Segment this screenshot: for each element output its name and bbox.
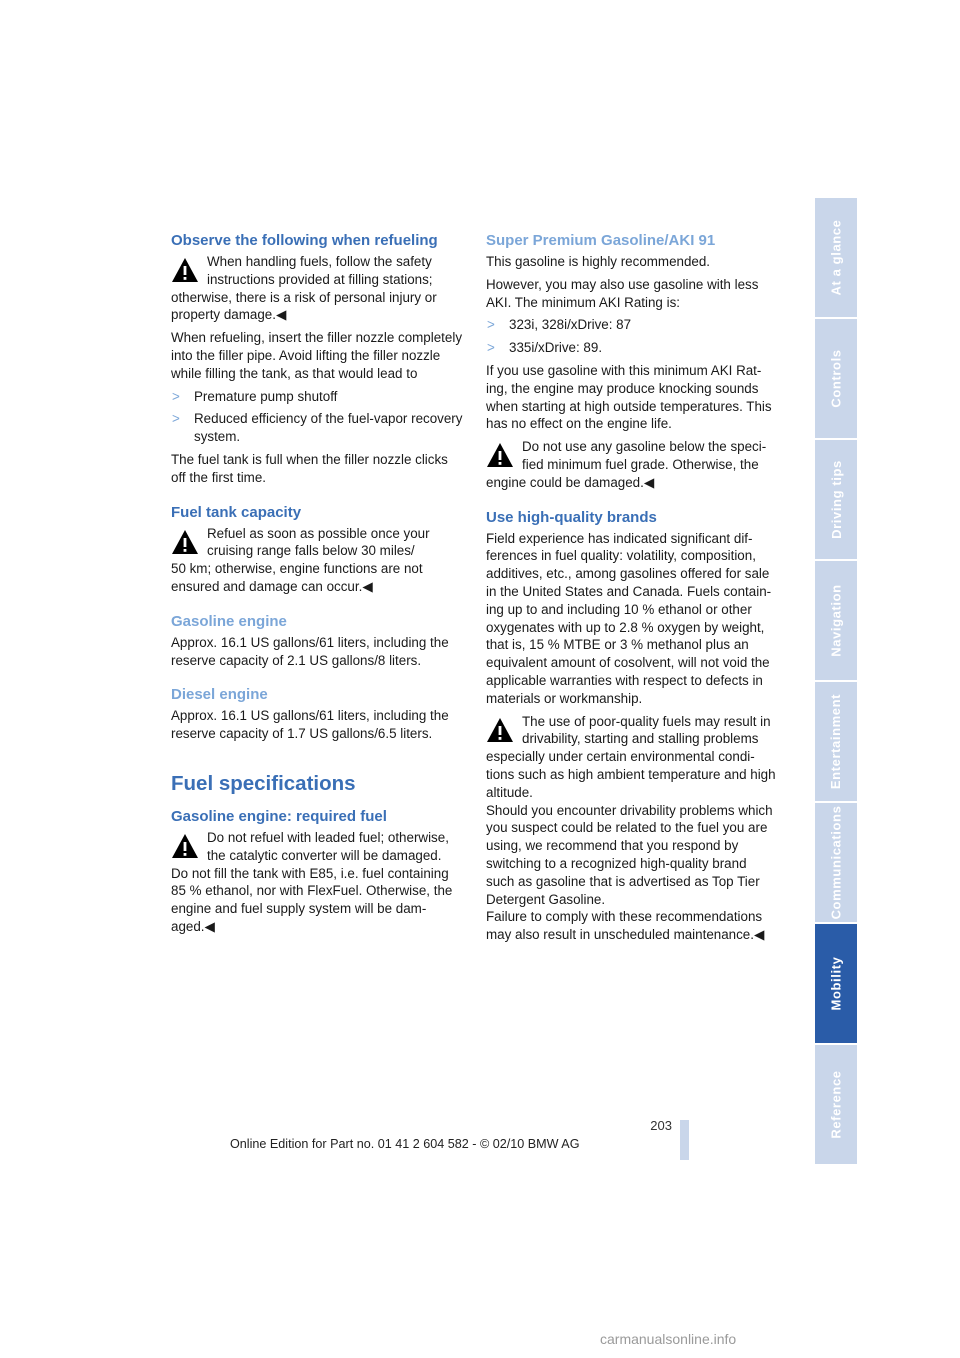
heading-high-quality-brands: Use high-quality brands [486, 508, 657, 526]
warning-line: Do not refuel with leaded fuel; otherwise, [207, 829, 449, 845]
bullet-marker: > [487, 340, 495, 356]
left-column [171, 228, 463, 941]
warning-below-minimum [486, 438, 778, 491]
heading-gasoline-engine: Gasoline engine [171, 612, 287, 630]
list-item: > 335i/xDrive: 89. [487, 340, 603, 356]
warning-line: cruising range falls below 30 miles/ [207, 543, 415, 559]
paragraph-minimum-aki: However, you may also use gasoline with less AKI. The minimum AKI Rating is: [486, 276, 759, 310]
warning-line: The use of poor-quality fuels may result in [522, 713, 771, 729]
warning-triangle-icon [486, 441, 514, 469]
warning-refueling [171, 253, 463, 324]
tab-driving-tips[interactable]: Driving tips [815, 440, 857, 559]
page-number: 203 [650, 1118, 672, 1133]
list-refueling [171, 388, 463, 446]
warning-line: Do not fill the tank with E85, i.e. fuel containing 85 % ethanol, nor with FlexFuel. Otherwise, the engine and fuel supply system will be damaged.◀ [171, 865, 453, 934]
warning-line: When handling fuels, follow the safety [207, 254, 432, 269]
bullet-marker: > [172, 411, 180, 427]
heading-refueling: Observe the following when refueling [171, 232, 438, 249]
bullet-marker: > [172, 388, 180, 404]
warning-capacity [171, 525, 463, 596]
page-number-bar [680, 1120, 689, 1160]
heading-super-premium: Super Premium Gasoline/AKI 91 [486, 232, 716, 249]
heading-required-fuel: Gasoline engine: required fuel [171, 807, 387, 825]
paragraph-diesel-capacity: Approx. 16.1 US gallons/61 liters, including the reserve capacity of 1.7 US gallons/6.5 liters. [171, 708, 449, 742]
warning-line: Should you encounter drivability problems which you suspect could be related to the fuel you are using, we recommend that you respond by switching to a recognized high-quality brand such as gasoline that is advertised as Top Tier Detergent Gasoline. [486, 802, 773, 907]
warning-triangle-icon [486, 716, 514, 744]
warning-line: instructions provided at filling stations; [207, 271, 433, 287]
heading-diesel-engine: Diesel engine [171, 686, 268, 704]
tab-mobility[interactable]: Mobility [815, 924, 857, 1043]
warning-poor-quality-fuel [486, 713, 778, 944]
list-item: > 323i, 328i/xDrive: 87 [487, 317, 632, 333]
right-column [486, 228, 778, 949]
bullet-marker: > [487, 317, 495, 333]
heading-fuel-specifications: Fuel specifications [171, 771, 356, 795]
warning-triangle-icon [171, 832, 199, 860]
warning-line: the catalytic converter will be damaged. [207, 847, 442, 863]
tab-controls[interactable]: Controls [815, 319, 857, 438]
warning-triangle-icon [171, 528, 199, 556]
warning-line: especially under certain environmental conditions such as high ambient temperature and high altitude. [486, 749, 776, 800]
warning-triangle-icon [171, 256, 199, 284]
warning-line: engine could be damaged.◀ [486, 474, 655, 490]
warning-line: fied minimum fuel grade. Otherwise, the [522, 456, 759, 472]
watermark: carmanualsonline.info [600, 1331, 737, 1347]
paragraph-knocking: If you use gasoline with this minimum AKI Rating, the engine may produce knocking sounds when starting at high outside temperatures. This has no effect on the engine life. [486, 362, 772, 432]
tab-navigation[interactable]: Navigation [815, 561, 857, 680]
paragraph-gasoline-capacity: Approx. 16.1 US gallons/61 liters, including the reserve capacity of 2.1 US gallons/8 liters. [171, 634, 449, 668]
warning-leaded-fuel [171, 829, 463, 936]
tab-at-a-glance[interactable]: At a glance [815, 198, 857, 317]
warning-line: Refuel as soon as possible once your [207, 525, 430, 541]
warning-line: otherwise, there is a risk of personal injury or property damage.◀ [171, 289, 437, 323]
warning-line: drivability, starting and stalling problems [522, 731, 759, 747]
footer-edition: Online Edition for Part no. 01 41 2 604 582 - © 02/10 BMW AG [230, 1137, 580, 1151]
warning-line: 50 km; otherwise, engine functions are not ensured and damage can occur.◀ [171, 561, 423, 594]
section-tabs [815, 198, 857, 1166]
heading-fuel-tank-capacity: Fuel tank capacity [171, 503, 302, 521]
paragraph-refueling: When refueling, insert the filler nozzle completely into the filler pipe. Avoid lifting the filler nozzle while filling the tank, as that would lead to [171, 330, 463, 381]
tab-reference[interactable]: Reference [815, 1045, 857, 1164]
warning-line: Do not use any gasoline below the speci- [522, 439, 767, 455]
tab-entertainment[interactable]: Entertainment [815, 682, 857, 801]
list-aki [486, 316, 778, 357]
list-item: > Reduced efficiency of the fuel-vapor recovery system. [172, 411, 463, 445]
paragraph-brands: Field experience has indicated significant differences in fuel quality: volatility, composition, additives, etc., among gasolines offered for sale in the United States and Canada. Fuels containing up to and including 10 % ethanol or other oxygenates with up to 2.8 % oxygen by weight, that is, 15 % MTBE or 3 % methanol plus an equivalent amount of cosolvent, will not void the applicable warranties with respect to defects in materials or workmanship. [486, 530, 772, 706]
paragraph-tank-full: The fuel tank is full when the filler nozzle clicks off the first time. [171, 451, 448, 485]
list-item: > Premature pump shutoff [172, 388, 338, 404]
warning-line: Failure to comply with these recommendations may also result in unscheduled maintenance.◀ [486, 909, 765, 943]
tab-communications[interactable]: Communications [815, 803, 857, 922]
paragraph-recommended: This gasoline is highly recommended. [486, 254, 711, 269]
